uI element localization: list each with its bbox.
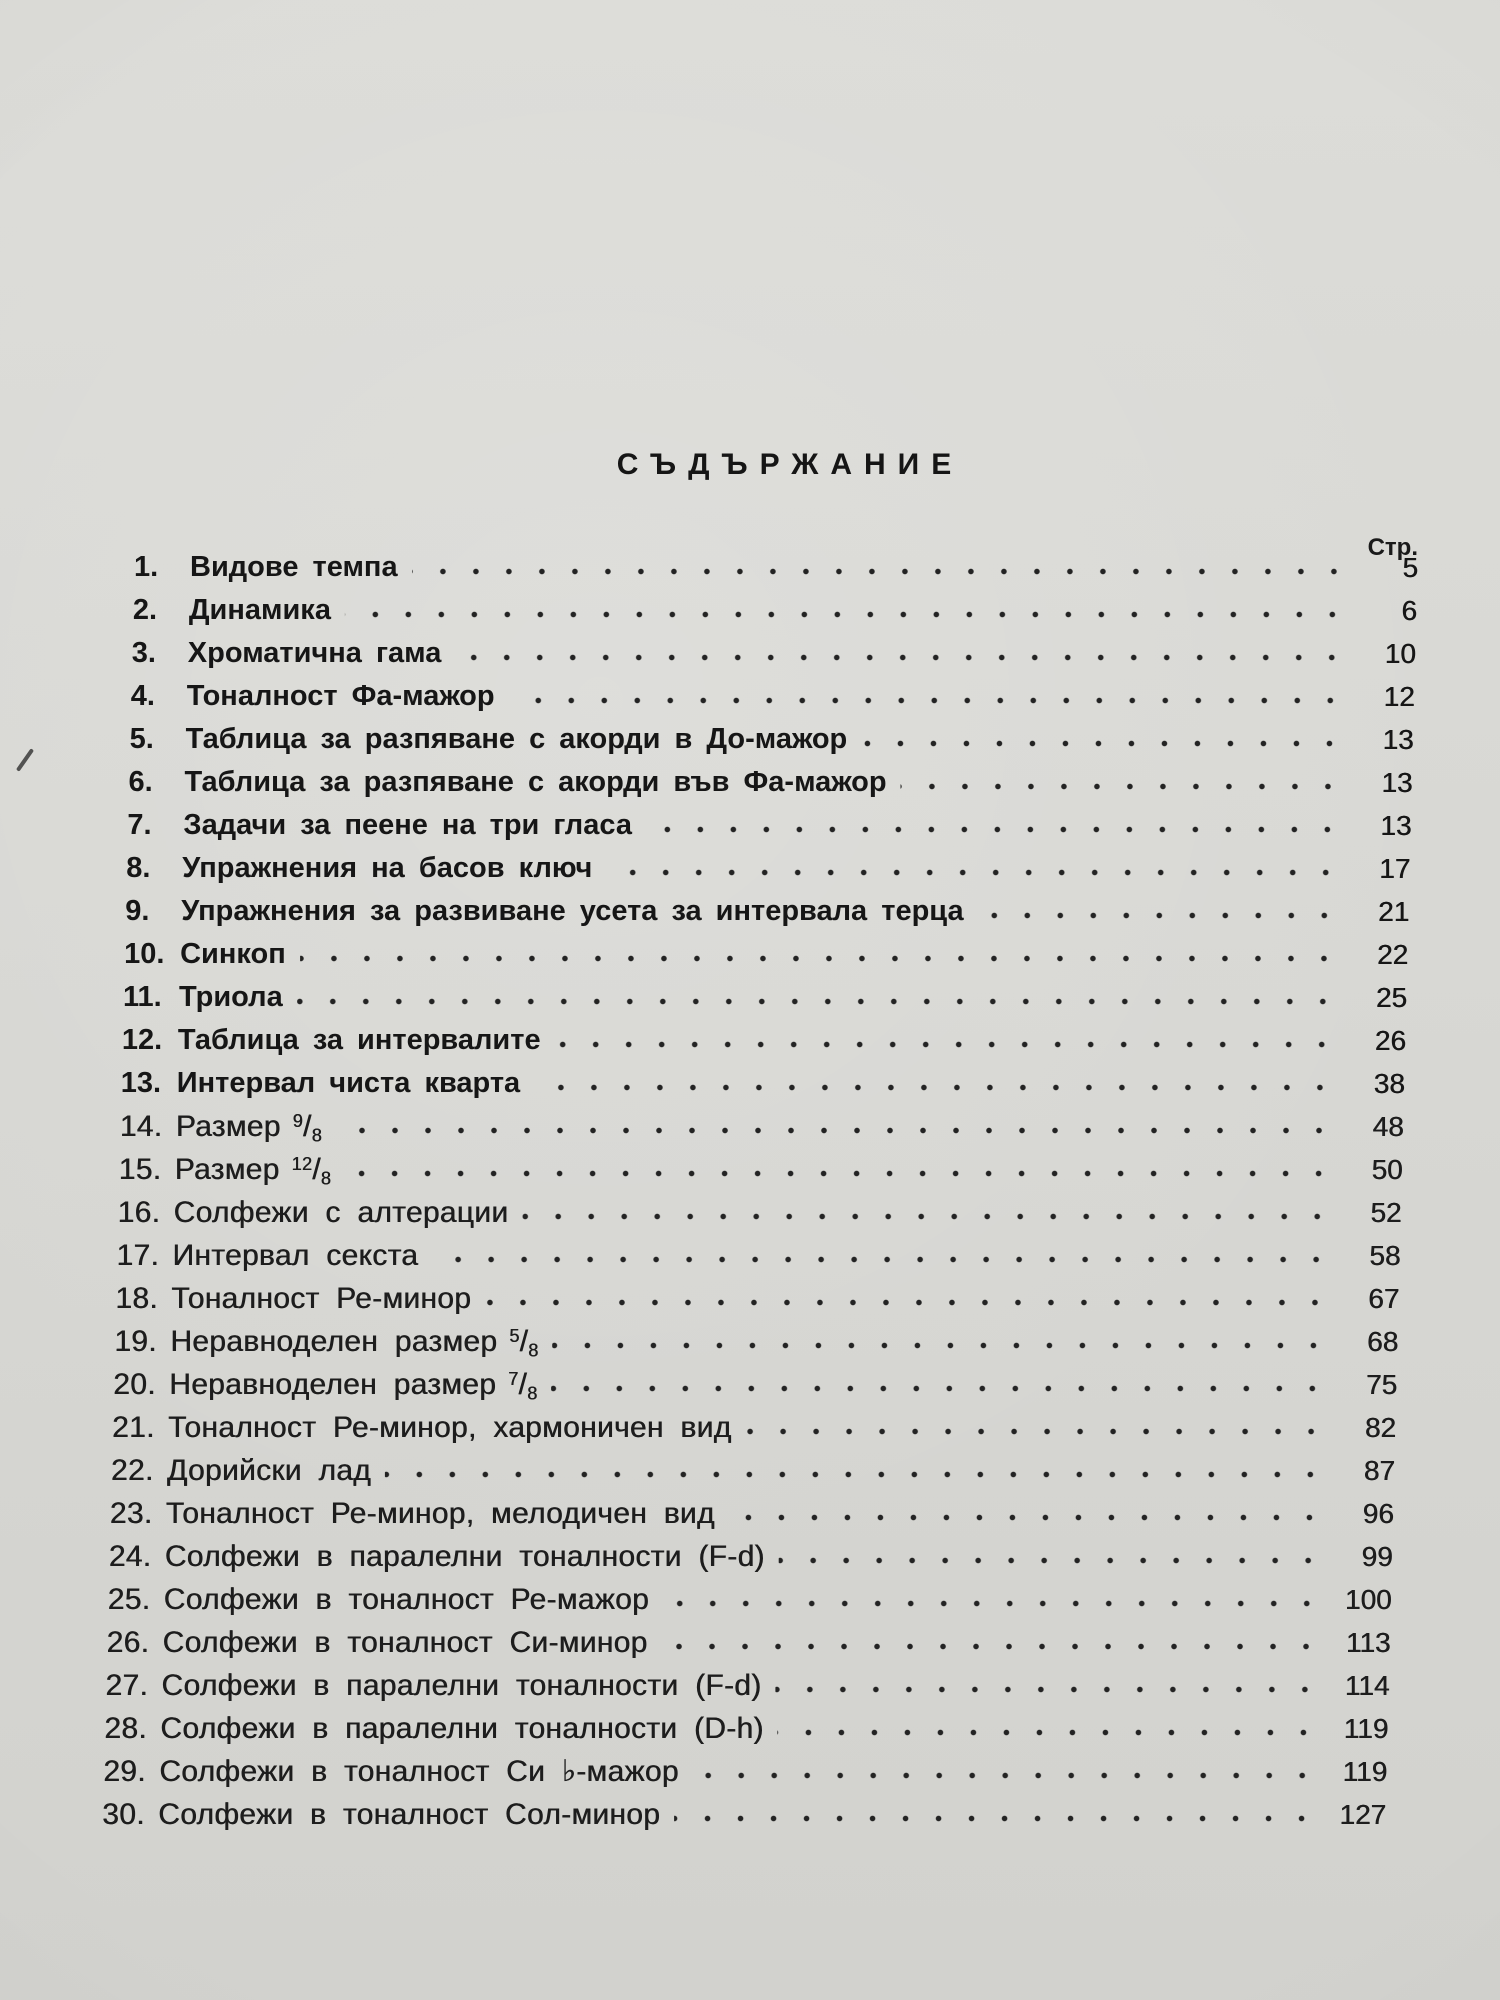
- entry-title: [165, 1535, 765, 1578]
- entry-title-text: Динамика: [188, 594, 331, 626]
- entry-title: [189, 589, 331, 632]
- entry-number: 11.: [123, 981, 162, 1013]
- toc-entry: [126, 847, 1410, 890]
- entry-number: 21.: [112, 1411, 155, 1444]
- entry-title-text: Неравноделен размер: [169, 1368, 497, 1401]
- entry-page-number: 22: [1376, 939, 1409, 970]
- time-signature-fraction: [292, 1110, 322, 1146]
- entry-title: [178, 1019, 541, 1062]
- fraction-denominator: 8: [320, 1168, 332, 1189]
- entry-page-number: 119: [1342, 1756, 1388, 1787]
- entry-page-number: 12: [1383, 681, 1415, 712]
- entry-title-text: Дорийски лад: [166, 1454, 371, 1487]
- entry-title-text: Тоналност Ре-минор, хармоничен вид: [168, 1411, 732, 1444]
- entry-number: 12.: [121, 1024, 163, 1056]
- toc-entry: [125, 890, 1409, 933]
- entry-number: 14.: [119, 1110, 163, 1143]
- entry-number: 19.: [114, 1325, 157, 1358]
- entry-number: 3.: [131, 637, 156, 669]
- fraction-separator: /: [302, 1110, 312, 1143]
- entry-number: 24.: [108, 1540, 152, 1573]
- dot-leader: [509, 675, 1347, 718]
- entry-title: [158, 1793, 660, 1836]
- entry-title-text: Интервал секста: [172, 1239, 419, 1272]
- toc-list: [102, 546, 1418, 1836]
- fraction-denominator: 8: [311, 1125, 322, 1146]
- entry-title: [160, 1707, 763, 1750]
- entry-title: [183, 804, 632, 847]
- entry-page-number: 67: [1368, 1283, 1400, 1314]
- entry-page-number: 26: [1374, 1025, 1406, 1056]
- entry-title-text: Солфежи в тоналност Си-минор: [162, 1626, 648, 1659]
- entry-number: 28.: [104, 1712, 147, 1745]
- entry-title-text: Тоналност Ре-минор: [171, 1282, 472, 1315]
- dot-leader: [978, 890, 1342, 933]
- dot-leader: [693, 1750, 1320, 1793]
- pencil-mark: [16, 748, 34, 772]
- entry-page-number: 10: [1384, 638, 1416, 669]
- dot-leader: [534, 1062, 1337, 1105]
- entry-number: 13.: [120, 1067, 162, 1099]
- entry-title: [161, 1664, 761, 1707]
- entry-title: [159, 1750, 678, 1793]
- entry-title-text: Размер: [174, 1153, 280, 1186]
- toc-entry: [116, 1234, 1400, 1277]
- fraction-numerator: 9: [292, 1111, 303, 1131]
- entry-number: 8.: [126, 852, 151, 884]
- entry-title: [181, 890, 963, 933]
- dot-leader: [779, 1535, 1325, 1578]
- entry-title: [167, 1449, 371, 1492]
- entry-page-number: 99: [1361, 1541, 1393, 1572]
- entry-number: 17.: [116, 1239, 160, 1272]
- entry-title: [168, 1406, 731, 1449]
- entry-number: 1.: [134, 551, 159, 583]
- toc-entry: [113, 1363, 1397, 1406]
- dot-leader: [901, 761, 1345, 804]
- entry-number: 26.: [106, 1626, 150, 1659]
- page-column-label: Стр.: [1367, 534, 1418, 561]
- dot-leader: [646, 804, 1343, 847]
- entry-title-text: Видове темпа: [190, 551, 398, 583]
- entry-number: 27.: [105, 1669, 149, 1702]
- entry-page-number: 38: [1373, 1068, 1405, 1099]
- dot-leader: [778, 1707, 1321, 1750]
- toc-entry: [130, 718, 1414, 761]
- entry-title-text: Размер: [175, 1110, 281, 1143]
- entry-title-text: Упражнения за развиване усета за интервала терца: [181, 895, 964, 927]
- entry-number: 6.: [128, 766, 153, 798]
- toc-entry: [129, 761, 1413, 804]
- dot-leader: [555, 1019, 1338, 1062]
- entry-title-text: Неравноделен размер: [170, 1325, 498, 1358]
- dot-leader: [745, 1406, 1328, 1449]
- entry-title: [186, 718, 848, 761]
- dot-leader: [345, 1148, 1335, 1191]
- toc-entry: [122, 1019, 1406, 1062]
- entry-page-number: 87: [1363, 1455, 1395, 1486]
- entry-title: [179, 976, 283, 1019]
- toc-entry: [107, 1621, 1391, 1664]
- entry-title: [182, 847, 592, 890]
- entry-page-number: 52: [1370, 1197, 1402, 1228]
- entry-title-text: Солфежи с алтерации: [173, 1196, 509, 1229]
- toc-entry: [118, 1191, 1402, 1234]
- dot-leader: [300, 933, 1340, 976]
- toc-entry: [132, 632, 1416, 675]
- toc-entry: [109, 1535, 1393, 1578]
- entry-number: 29.: [103, 1755, 146, 1788]
- entry-number: 30.: [102, 1798, 145, 1831]
- toc-entry: [124, 933, 1408, 976]
- entry-title: [169, 1363, 537, 1406]
- entry-page-number: 58: [1369, 1240, 1401, 1271]
- toc-entry: [133, 589, 1417, 632]
- entry-number: 22.: [110, 1454, 154, 1487]
- dot-leader: [432, 1234, 1332, 1277]
- toc-entry: [103, 1750, 1387, 1793]
- toc-entry: [111, 1449, 1395, 1492]
- entry-title-text: Синкоп: [180, 938, 286, 970]
- entry-title: [163, 1621, 648, 1664]
- dot-leader: [412, 546, 1350, 589]
- dot-leader: [775, 1664, 1321, 1707]
- entry-page-number: 50: [1371, 1154, 1403, 1185]
- fraction-separator: /: [518, 1368, 528, 1401]
- dot-leader: [552, 1320, 1330, 1363]
- dot-leader: [663, 1578, 1324, 1621]
- fraction-denominator: 8: [527, 1383, 538, 1404]
- fraction-numerator: 5: [509, 1326, 520, 1346]
- toc-entry: [104, 1707, 1388, 1750]
- entry-title: [166, 1492, 715, 1535]
- entry-number: 23.: [109, 1497, 153, 1530]
- toc-entry: [112, 1406, 1396, 1449]
- toc-entry: [105, 1664, 1389, 1707]
- dot-leader: [336, 1105, 1336, 1148]
- time-signature-fraction: [509, 1325, 539, 1361]
- dot-leader: [522, 1191, 1333, 1234]
- entry-page-number: 17: [1379, 853, 1411, 884]
- entry-page-number: 82: [1364, 1412, 1396, 1443]
- toc-entry: [110, 1492, 1394, 1535]
- entry-title: [172, 1234, 418, 1277]
- toc-entry: [123, 976, 1407, 1019]
- entry-title-text: Солфежи в тоналност Сол-минор: [158, 1798, 661, 1831]
- fraction-denominator: 8: [528, 1340, 539, 1361]
- entry-title-text: Таблица за интервалите: [177, 1024, 541, 1056]
- dot-leader: [345, 589, 1349, 632]
- entry-page-number: 75: [1365, 1369, 1398, 1400]
- entry-title-text: Солфежи в тоналност Си ♭-мажор: [159, 1755, 679, 1788]
- entry-title-text: Солфежи в паралелни тоналности (F-d): [161, 1669, 762, 1702]
- fraction-separator: /: [519, 1325, 529, 1358]
- entry-title-text: Солфежи в тоналност Ре-мажор: [163, 1583, 649, 1616]
- entry-page-number: 5: [1402, 552, 1418, 583]
- entry-title-text: Солфежи в паралелни тоналности (D-h): [160, 1712, 764, 1745]
- entry-title: [170, 1320, 538, 1363]
- entry-title: [188, 632, 442, 675]
- entry-number: 4.: [130, 680, 155, 712]
- entry-title-text: Тоналност Фа-мажор: [186, 680, 495, 712]
- entry-title: [171, 1277, 471, 1320]
- entry-page-number: 127: [1339, 1799, 1387, 1830]
- entry-page-number: 25: [1375, 982, 1407, 1013]
- entry-title-text: Задачи за пеене на три гласа: [183, 809, 632, 841]
- entry-page-number: 13: [1382, 724, 1414, 755]
- entry-page-number: 96: [1362, 1498, 1394, 1529]
- entry-number: 25.: [107, 1583, 151, 1616]
- toc-entry: [119, 1148, 1403, 1191]
- entry-page-number: 21: [1378, 896, 1410, 927]
- dot-leader: [385, 1449, 1327, 1492]
- entry-number: 7.: [127, 809, 152, 841]
- entry-number: 5.: [129, 723, 154, 755]
- dot-leader: [485, 1277, 1331, 1320]
- entry-page-number: 113: [1345, 1627, 1391, 1658]
- entry-page-number: 13: [1380, 810, 1412, 841]
- entry-title-text: Тоналност Ре-минор, мелодичен вид: [165, 1497, 715, 1530]
- entry-number: 18.: [115, 1282, 158, 1315]
- entry-page-number: 114: [1344, 1670, 1390, 1701]
- entry-page-number: 119: [1343, 1713, 1389, 1744]
- toc-entry: [120, 1105, 1404, 1148]
- dot-leader: [674, 1793, 1318, 1836]
- entry-title: [176, 1105, 322, 1148]
- entry-title-text: Упражнения на басов ключ: [182, 852, 593, 884]
- toc-entry: [131, 675, 1415, 718]
- dot-leader: [455, 632, 1347, 675]
- entry-title-text: Триола: [179, 981, 283, 1013]
- entry-number: 2.: [132, 594, 158, 626]
- toc-entry: [127, 804, 1411, 847]
- entry-number: 15.: [118, 1153, 162, 1186]
- entry-number: 16.: [117, 1196, 161, 1229]
- dot-leader: [551, 1363, 1329, 1406]
- toc-entry: [102, 1793, 1386, 1836]
- entry-title-text: Интервал чиста кварта: [176, 1067, 521, 1099]
- entry-number: 20.: [113, 1368, 156, 1401]
- entry-title: [187, 675, 495, 718]
- entry-page-number: 48: [1372, 1111, 1404, 1142]
- toc-entry: [115, 1277, 1399, 1320]
- entry-page-number: 6: [1401, 595, 1417, 626]
- toc-entry: [134, 546, 1418, 589]
- toc-entry: [121, 1062, 1405, 1105]
- toc-entry: [114, 1320, 1398, 1363]
- entry-title-text: Хроматична гама: [187, 637, 442, 669]
- dot-leader: [606, 847, 1342, 890]
- entry-number: 10.: [124, 938, 165, 970]
- dot-leader: [861, 718, 1345, 761]
- entry-title: [190, 546, 398, 589]
- entry-title: [175, 1148, 332, 1191]
- page-title: СЪДЪРЖАНИЕ: [616, 448, 964, 481]
- entry-title-text: Солфежи в паралелни тоналности (F-d): [164, 1540, 765, 1573]
- entry-title-text: Таблица за разпяване с акорди в До-мажор: [185, 723, 848, 755]
- entry-page-number: 100: [1344, 1584, 1392, 1615]
- entry-title: [185, 761, 887, 804]
- entry-title: [177, 1062, 520, 1105]
- dot-leader: [297, 976, 1339, 1019]
- entry-page-number: 68: [1367, 1326, 1399, 1357]
- time-signature-fraction: [508, 1368, 538, 1404]
- dot-leader: [729, 1492, 1326, 1535]
- entry-title: [180, 933, 286, 976]
- entry-number: 9.: [125, 895, 150, 927]
- dot-leader: [661, 1621, 1322, 1664]
- time-signature-fraction: [291, 1153, 332, 1189]
- fraction-numerator: 12: [291, 1154, 313, 1174]
- entry-page-number: 13: [1381, 767, 1413, 798]
- entry-title: [164, 1578, 649, 1621]
- toc-entry: [108, 1578, 1392, 1621]
- entry-title-text: Таблица за разпяване с акорди във Фа-мажор: [184, 766, 887, 798]
- fraction-numerator: 7: [508, 1369, 519, 1389]
- entry-title: [174, 1191, 509, 1234]
- fraction-separator: /: [312, 1153, 321, 1186]
